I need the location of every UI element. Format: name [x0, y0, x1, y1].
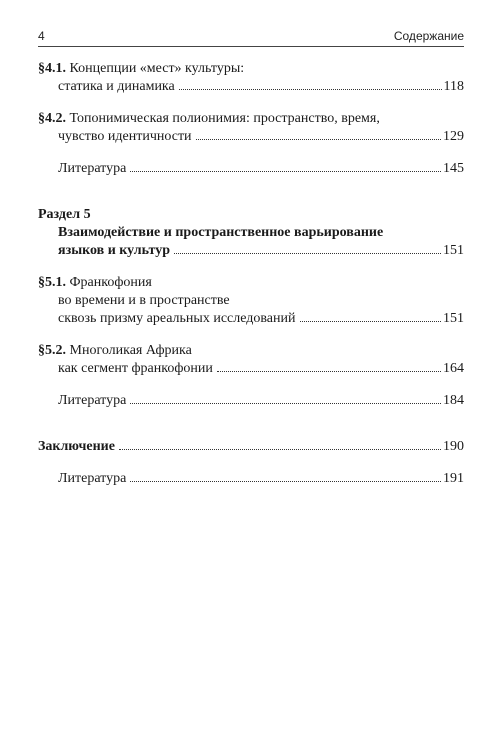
toc-entry-number: §5.2. — [38, 343, 66, 358]
leader-dots — [196, 139, 441, 140]
leader-dots — [130, 171, 441, 172]
toc-page-number: 118 — [443, 79, 464, 94]
leader-dots — [179, 89, 442, 90]
toc-entry-number: §5.1. — [38, 275, 66, 290]
toc-page-number: 151 — [443, 311, 464, 326]
toc-entry-title: Литература — [58, 161, 127, 176]
toc-page-number: 190 — [443, 439, 464, 454]
toc-entry-5-1[interactable] — [38, 274, 464, 328]
toc-entry-title: Литература — [58, 471, 127, 486]
leader-dots — [119, 449, 441, 450]
toc-entry-title-cont: во времени и в пространстве — [58, 293, 230, 308]
leader-dots — [217, 371, 441, 372]
toc-part-5[interactable] — [38, 206, 464, 260]
toc-entry-title: Концепции «мест» культуры: — [66, 61, 245, 76]
part-title: Взаимодействие и пространственное варьирование — [58, 225, 384, 240]
part-label: Раздел 5 — [38, 207, 91, 222]
toc-page-number: 151 — [443, 243, 464, 258]
toc-page-number: 129 — [443, 129, 464, 144]
toc-entry-title: Топонимическая полионимия: пространство, время, — [66, 111, 380, 126]
toc-entry-literature[interactable] — [58, 392, 464, 410]
toc-entry-title-cont: чувство идентичности — [58, 129, 192, 144]
toc-entry-5-2[interactable] — [38, 342, 464, 378]
spacer — [38, 192, 464, 206]
toc-entry-4-2[interactable] — [38, 110, 464, 146]
section-title: Содержание — [393, 29, 464, 43]
toc-entry-title: Заключение — [38, 439, 115, 454]
running-header — [38, 26, 464, 47]
toc-page-number: 184 — [443, 393, 464, 408]
toc-entry-title-cont: статика и динамика — [58, 79, 175, 94]
toc-entry-title-cont: как сегмент франкофонии — [58, 361, 213, 376]
leader-dots — [300, 321, 441, 322]
toc-entry-number: §4.1. — [38, 61, 66, 76]
spacer — [38, 424, 464, 438]
leader-dots — [130, 403, 441, 404]
toc-page-number: 145 — [443, 161, 464, 176]
toc-page-number: 191 — [443, 471, 464, 486]
toc-entry-literature[interactable] — [58, 470, 464, 488]
toc-entry-number: §4.2. — [38, 111, 66, 126]
page-number: 4 — [38, 29, 45, 43]
toc-entry-title-cont: сквозь призму ареальных исследований — [58, 311, 296, 326]
table-of-contents — [38, 60, 464, 502]
part-title-cont: языков и культур — [58, 243, 171, 258]
toc-entry-title: Франкофония — [66, 275, 152, 290]
leader-dots — [130, 481, 441, 482]
toc-entry-title: Многоликая Африка — [66, 343, 192, 358]
toc-entry-conclusion[interactable] — [38, 438, 464, 456]
leader-dots — [174, 253, 441, 254]
toc-entry-title: Литература — [58, 393, 127, 408]
toc-entry-4-1[interactable] — [38, 60, 464, 96]
toc-page-number: 164 — [443, 361, 464, 376]
toc-entry-literature[interactable] — [58, 160, 464, 178]
